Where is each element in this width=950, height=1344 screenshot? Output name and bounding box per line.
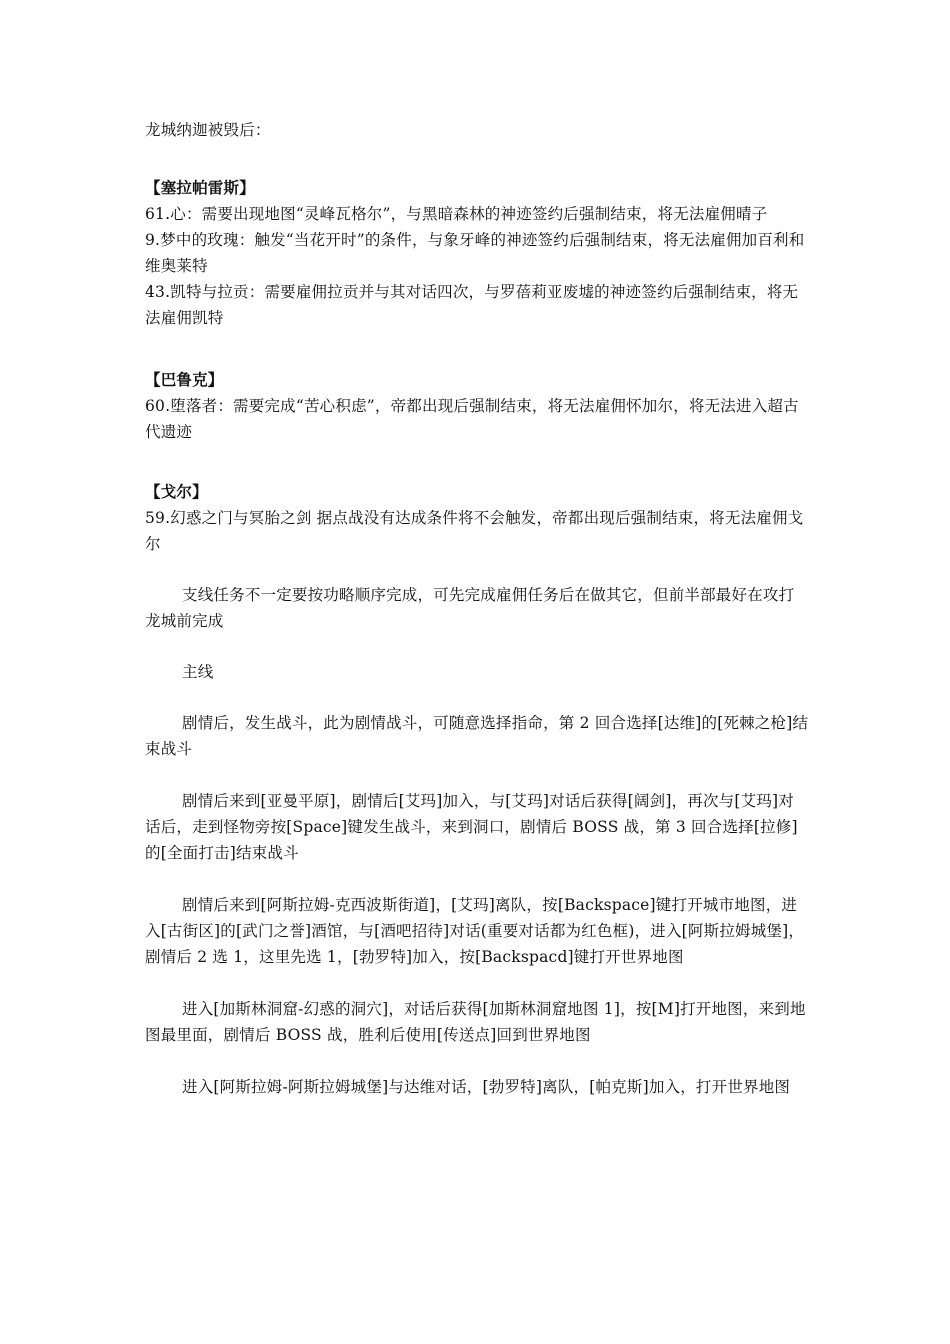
paragraph: 剧情后，发生战斗，此为剧情战斗，可随意选择指命，第 2 回合选择[达维]的[死棘之枪]结束战斗 (145, 714, 809, 758)
list-item: 43.凯特与拉贡：需要雇佣拉贡并与其对话四次，与罗蓓莉亚废墟的神迹签约后强制结束，将无法雇佣凯特 (145, 283, 799, 327)
section-heading-seraparis: 【塞拉帕雷斯】 (145, 178, 255, 197)
list-item: 9.梦中的玫瑰：触发“当花开时”的条件，与象牙峰的神迹签约后强制结束，将无法雇佣加百利和维奥莱特 (145, 231, 805, 275)
section-heading-baluk: 【巴鲁克】 (145, 370, 224, 389)
paragraph-mainline-heading: 主线 (182, 663, 214, 681)
list-item: 59.幻惑之门与冥胎之剑 据点战没有达成条件将不会触发，帝都出现后强制结束，将无法雇佣戈尔 (145, 509, 804, 553)
paragraph: 剧情后来到[亚曼平原]，剧情后[艾玛]加入，与[艾玛]对话后获得[阔剑]，再次与[艾玛]对话后，走到怪物旁按[Space]键发生战斗，来到洞口，剧情后 BOSS 战，第 3 回合选择[拉修]的[全面打击]结束战斗 (145, 792, 798, 862)
intro-line: 龙城纳迦被毁后： (145, 121, 271, 139)
section-heading-gor: 【戈尔】 (145, 482, 208, 501)
paragraph: 进入[阿斯拉姆-阿斯拉姆城堡]与达维对话，[勃罗特]离队，[帕克斯]加入，打开世界地图 (182, 1078, 791, 1096)
paragraph: 剧情后来到[阿斯拉姆-克西波斯街道]，[艾玛]离队，按[Backspace]键打开城市地图，进入[古街区]的[武门之誉]酒馆，与[酒吧招待]对话(重要对话都为红色框)，进入[阿斯拉姆城堡]，剧情后 2 选 1，这里先选 1，[勃罗特]加入，按[Backspacd]键打开世界地图 (145, 896, 805, 966)
list-item: 61.心：需要出现地图“灵峰瓦格尔”，与黑暗森林的神迹签约后强制结束，将无法雇佣晴子 (145, 205, 768, 223)
paragraph: 进入[加斯林洞窟-幻惑的洞穴]，对话后获得[加斯林洞窟地图 1]，按[M]打开地图，来到地图最里面，剧情后 BOSS 战，胜利后使用[传送点]回到世界地图 (145, 1000, 806, 1044)
paragraph-note: 支线任务不一定要按功略顺序完成，可先完成雇佣任务后在做其它，但前半部最好在攻打龙城前完成 (145, 586, 795, 630)
list-item: 60.堕落者：需要完成“苦心积虑”，帝都出现后强制结束，将无法雇佣怀加尔，将无法进入超古代遗迹 (145, 397, 799, 441)
